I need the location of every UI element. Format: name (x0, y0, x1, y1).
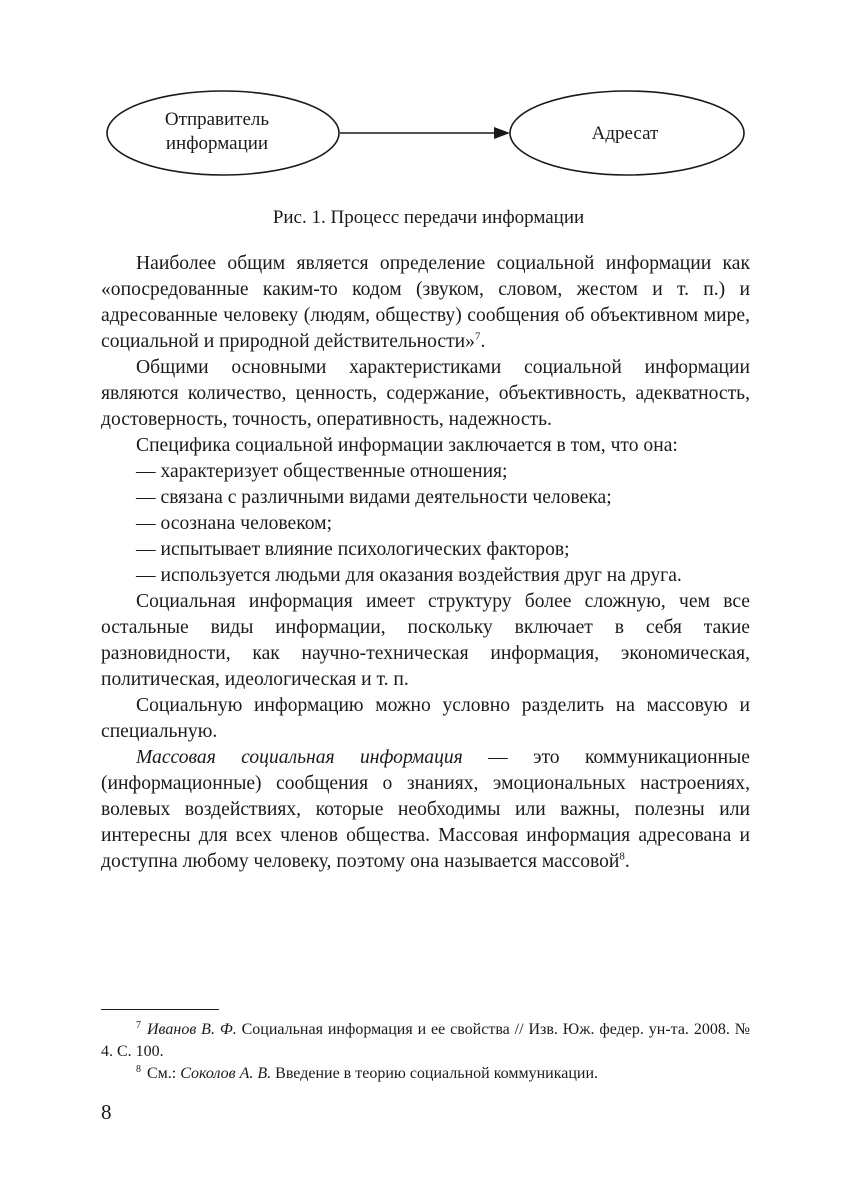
arrow-head-icon (494, 127, 510, 139)
main-text (101, 251, 750, 875)
paragraph: Специфика социальной информации заключается в том, что она: (136, 435, 678, 456)
paragraph: Общими основными характеристиками социальной информации являются количество, ценность, содержание, объективность, адекватность, достоверность, точность, оперативность, надежность. (101, 357, 750, 430)
paragraph: Массовая социальная информация — это коммуникационные (информационные) сообщения о знаниях, эмоциональных настроениях, волевых воздействиях, которые необходимы или важны, полезны или интересны для всех членов общества. Массовая информация адресована и доступна любому человеку, поэтому она называется массовой$^8$. (101, 747, 750, 872)
paragraph: Социальную информацию можно условно разделить на массовую и специальную. (101, 695, 750, 742)
page-number: 8 (101, 1100, 112, 1124)
footnote: $^8$ См.: Соколов А. В. Введение в теорию социальной коммуникации. (136, 1063, 599, 1082)
recipient-label: Адресат (591, 123, 659, 144)
sender-label-line1: Отправитель (164, 109, 270, 130)
list-item: — испытывает влияние психологических факторов; (136, 539, 570, 560)
footnote-ref[interactable]: 7 (474, 330, 481, 343)
defined-term: Массовая социальная информация (136, 747, 463, 768)
footnote-divider (101, 1009, 219, 1010)
footnote-ref[interactable]: 8 (619, 850, 625, 863)
footnote: $^7$ Иванов В. Ф. Социальная информация и ее свойства // Изв. Юж. федер. ун-та. 2008. № 4. С. 100. (101, 1019, 750, 1060)
footnotes (101, 1019, 750, 1085)
figure-caption: Рис. 1. Процесс передачи информации (272, 207, 585, 228)
list-item: — осознана человеком; (136, 513, 333, 534)
list-item: — используется людьми для оказания воздействия друг на друга. (136, 565, 682, 586)
list-item: — связана с различными видами деятельности человека; (136, 487, 612, 508)
paragraph: Наиболее общим является определение социальной информации как «опосредованные каким-то кодом (звуком, словом, жестом и т. п.) и адресованные человеку (людям, обществу) сообщения об объективном мире, социальной и природной действительности»$^7$. (101, 253, 750, 352)
list-item: — характеризует общественные отношения; (136, 461, 508, 482)
sender-label-line2: информации (165, 133, 269, 154)
paragraph: Социальная информация имеет структуру более сложную, чем все остальные виды информации, поскольку включает в себя такие разновидности, как научно-техническая информация, экономическая, политическая, идеологическая и т. п. (101, 591, 750, 690)
communication-diagram (0, 0, 857, 200)
